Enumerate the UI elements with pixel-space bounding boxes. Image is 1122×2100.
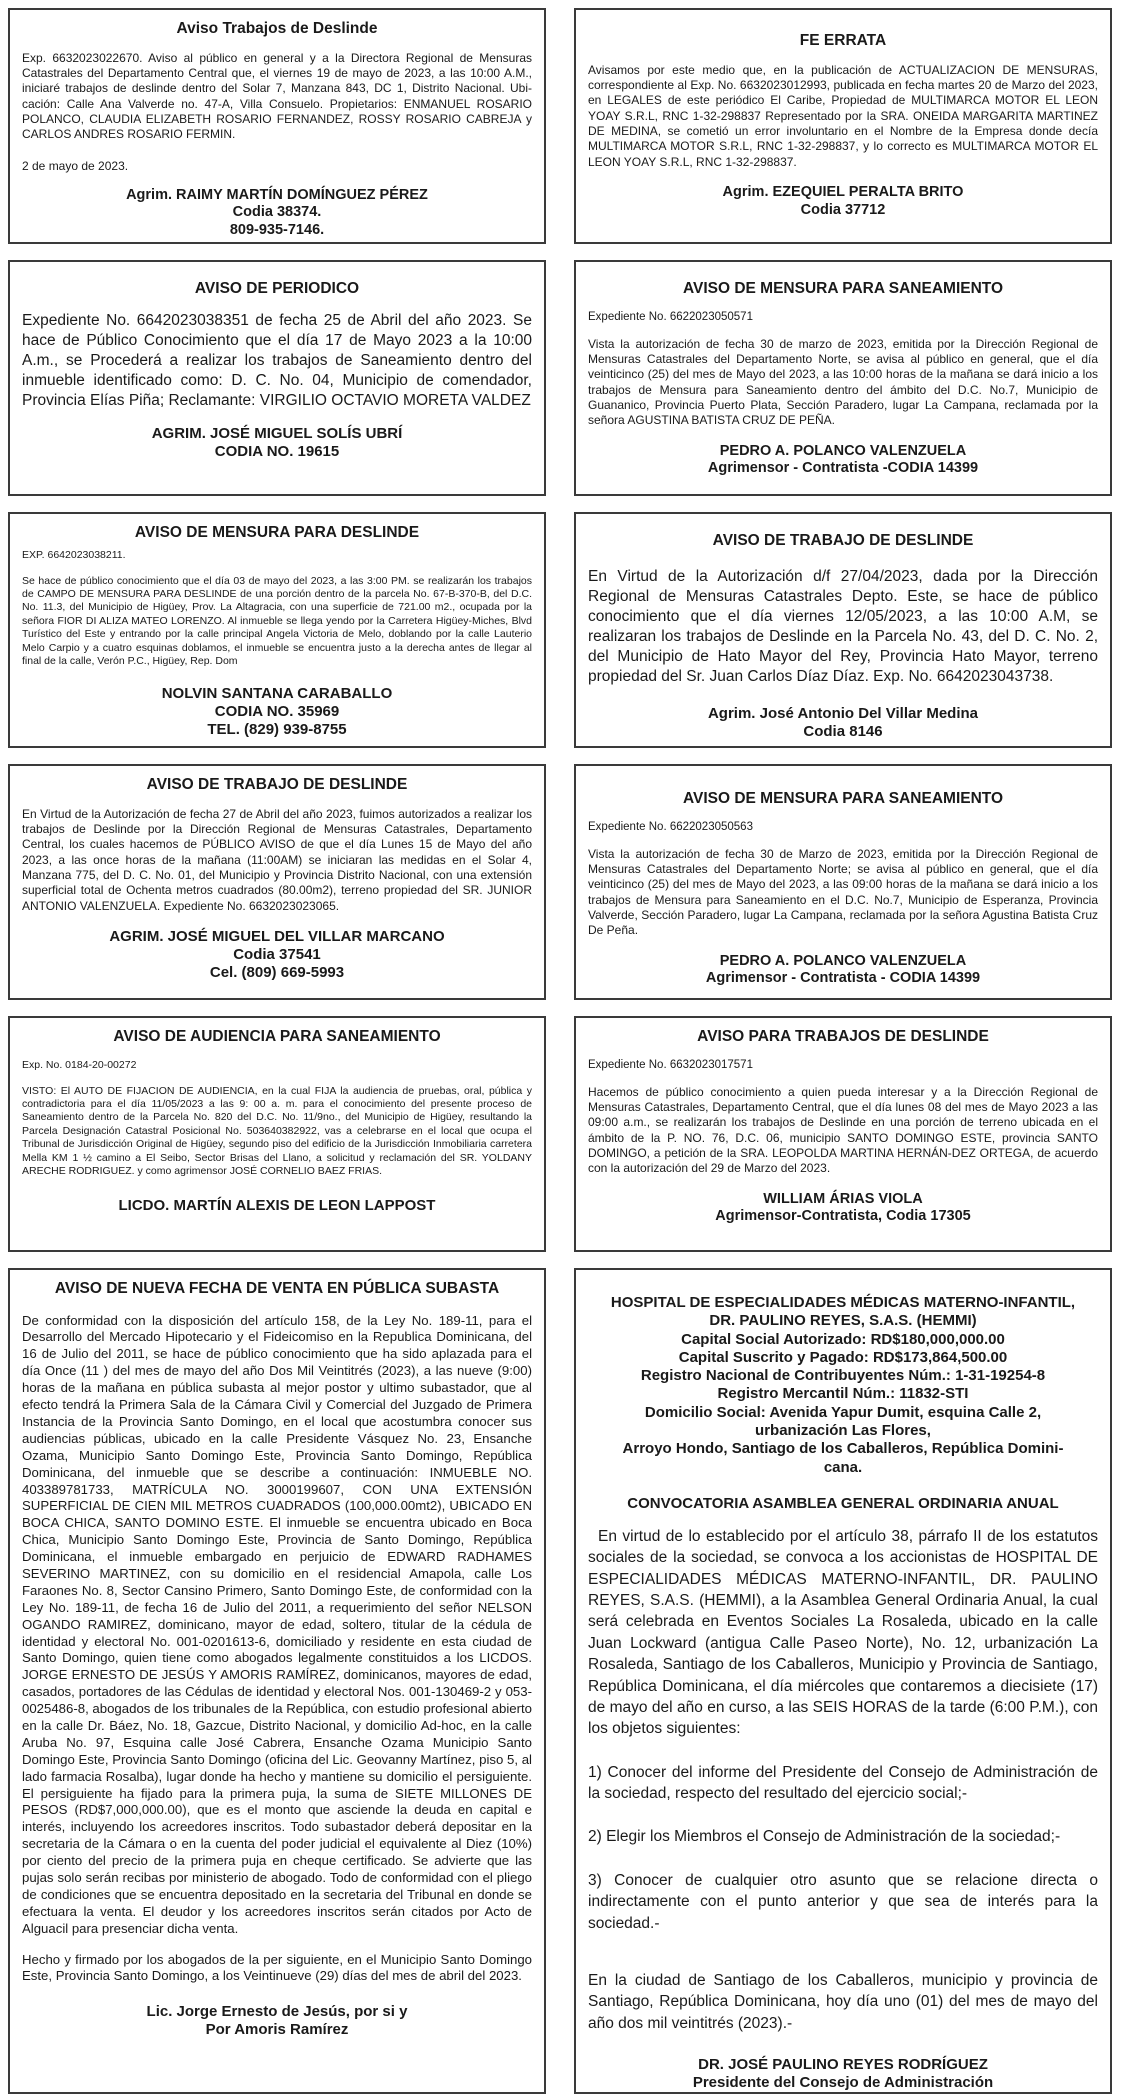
signature-name: Agrim. EZEQUIEL PERALTA BRITO: [722, 184, 964, 201]
signature-phone: Cel. (809) 669-5993: [209, 964, 345, 982]
notice-signature: [588, 953, 1098, 988]
notice-signature: [22, 425, 532, 461]
signature-name: AGRIM. JOSÉ MIGUEL SOLÍS UBRÍ: [151, 425, 403, 443]
signature-codia: CODIA NO. 19615: [214, 443, 340, 461]
registro-mercantil: Registro Mercantil Núm.: 11832-STI: [717, 1385, 969, 1403]
notice-title: AVISO PARA TRABAJOS DE DESLINDE: [697, 1028, 989, 1045]
notice-expediente: Expediente No. 6622023050571: [588, 310, 753, 323]
signature-name: Agrim. José Antonio Del Villar Medina: [707, 705, 979, 723]
notice-title: AVISO DE MENSURA PARA DESLINDE: [134, 524, 420, 541]
notice-body: Exp. 6632023022670. Aviso al público en general y a la Directora Regional de Mensuras Catastrales del Departamento Central que, el viernes 19 de mayo de 2023, a las 10:00 A.M., iniciaré trabajos de deslinde dentro del Solar 7, Manzana 843, DC 1, Distrito Nacional. Ubi-cación: Calle Ana Valverde no. 47-A, Villa Consuelo. Propietarios: ENMANUEL ROSARIO POLANCO, CLAUDIA ELIZABETH ROSARIO FERNANDEZ, ROSSY ROSARIO CABREJA y CARLOS ANDRES ROSARIO FERMIN.: [22, 50, 532, 142]
rnc: Registro Nacional de Contribuyentes Núm.: 1-31-19254-8: [640, 1367, 1046, 1385]
signature-name: Agrim. RAIMY MARTÍN DOMÍNGUEZ PÉREZ: [126, 186, 428, 203]
signature-name: DR. JOSÉ PAULINO REYES RODRÍGUEZ: [698, 2056, 988, 2074]
signature-title: Agrimensor - Contratista - CODIA 14399: [705, 970, 981, 987]
notice-signature: [22, 928, 532, 982]
signature-codia: Codia 37541: [233, 946, 321, 964]
notice-signature: [588, 184, 1098, 219]
notice-signature: [22, 1197, 532, 1215]
signature-name: PEDRO A. POLANCO VALENZUELA: [719, 442, 967, 459]
notice-mensura-saneamiento-guananico: [574, 260, 1112, 496]
notice-body: En Virtud de la Autorización d/f 27/04/2023, dada por la Dirección Regional de Mensuras Catastrales Depto. Este, se hace de público conocimiento que el día viernes 12/05/2023, a las 10:00 A.M, se realizaran los trabajos de Deslinde en la Parcela No. 43, del D. C. No. 2, del Municipio de Hato Mayor del Rey, Provincia Hato Mayor, terreno propiedad del Sr. Juan Carlos Díaz Díaz. Exp. No. 6642023043738.: [588, 567, 1098, 686]
notice-signature: [588, 705, 1098, 741]
notice-aviso-de-periodico: [8, 260, 546, 496]
notice-mensura-saneamiento-esperanza: [574, 764, 1112, 1000]
agenda-item-3: 3) Conocer de cualquier otro asunto que se relacione directa o indirectamente con el punto anterior y que sea de interés para la sociedad.-: [588, 1871, 1098, 1932]
signature-codia: Codia 8146: [803, 723, 883, 741]
notice-audiencia-saneamiento: [8, 1016, 546, 1252]
notice-title: AVISO DE NUEVA FECHA DE VENTA EN PÚBLICA SUBASTA: [54, 1280, 500, 1297]
notice-aviso-trabajos-deslinde: [8, 8, 546, 244]
signature-phone: TEL. (829) 939-8755: [207, 720, 347, 738]
capital-suscrito: Capital Suscrito y Pagado: RD$173,864,500.00: [678, 1348, 1008, 1366]
signature-codia: Codia 37712: [800, 201, 886, 218]
notice-venta-publica-subasta: [8, 1268, 546, 2094]
signature-name: NOLVIN SANTANA CARABALLO: [161, 684, 393, 702]
convocatoria-paragraph: En virtud de lo establecido por el artículo 38, párrafo II de los estatutos sociales de la sociedad, se convoca a los accionistas de HOSPITAL DE ESPECIALIDADES MÉDICAS MATERNO-INFANTIL, DR. PAULINO REYES, S.A.S. (HEMMI), a la Asamblea General Ordinaria Anual, la cual será celebrada en Eventos Sociales La Rosaleda, ubicado en la calle Juan Lockward (antigua Calle Paseo Norte), No. 12, urbanización La Rosaleda, Santiago de los Caballeros, Municipio y Provincia de Santiago, República Dominicana, el día miércoles que contaremos a diecisiete (17) de mayo del año en curso, a las SEIS HORAS de la tarde (6:00 P.M.), con los objetos siguientes:: [588, 1527, 1098, 1738]
notice-body: Hacemos de público conocimiento a quien pueda interesar y a la Dirección Regional de Mensuras Catastrales, Departamento Central, que el día lunes 08 del mes de Mayo 2023 a las 09:00 a.m., se realizarán los trabajos de Deslinde en una porción de terreno ubicada en el ámbito de la P. NO. 76, D.C. 06, municipio SANTO DOMINGO ESTE, provincia SANTO DOMINGO, a petición de la SRA. LEOPOLDA MARTINA HERNÁN-DEZ ORTEGA, de acuerdo con la autorización del 29 de Marzo del 2023.: [588, 1084, 1098, 1176]
signature-phone: 809-935-7146.: [229, 221, 325, 238]
notice-paragraph: De conformidad con la disposición del artículo 158, de la Ley No. 189-11, para el Desarrollo del Mercado Hipotecario y el Fideicomiso en la Republica Dominicana, del 16 de Julio del 2011, se hace de público conocimiento que ha sido aplazada para el día Once (11 ) del mes de mayo del año Dos Mil Veintitrés (2023), a las nueve (9:00) horas de la mañana en pública subasta al mejor postor y ultimo subastador, que al efecto tendrá la Primera Sala de la Cámara Civil y Comercial del Juzgado de Primera Instancia de la Provincia Santo Domingo, en el local que acostumbra conocer sus audiencias públicas, ubicado en la calle Presidente Vásquez No. 23, Ensanche Ozama, Municipio Santo Domingo Este, Provincia Santo Domingo, República Dominicana, del inmueble que se describe a continuación: INMUEBLE NO. 403389781733, MATRÍCULA NO. 3000199607, CON UNA EXTENSIÓN SUPERFICIAL DE CIEN MIL METROS CUADRADOS (100,000.00mt2), UBICADO EN BOCA CHICA, SANTO DOMINO ESTE. El inmueble se encuentra ubicado en Boca Chica, Municipio Santo Domingo Este, Provincia de Santo Domingo, República Dominicana, el inmueble embargado en perjuicio de EDWARD RADHAMES SEVERINO MARTINEZ, con su domicilio en el residencial Amapola, calle Los Faraones No. 8, Sector Cansino Primero, Santo Domingo Este, de conformidad con la Ley No. 189-11, de fecha 16 de Julio del 2011, a requerimiento del señor NELSON OGANDO RAMIREZ, dominicano, mayor de edad, soltero, titular de la cédula de identidad y electoral No. 001-0201613-6, domiciliado y residente en esta ciudad de Santo Domingo, quien tiene como abogados legalmente constituidos a los LICDOS. JORGE ERNESTO DE JESÚS Y AMORIS RAMÍREZ, dominicanos, mayores de edad, casados, portadores de las Cédulas de identidad y electoral Nos. 001-130469-2 y 053-0025486-8, abogados de los tribunales de la República, con estudio profesional abierto en la calle Dr. Báez, No. 18, Gazcue, Distrito Nacional, y domicilio Ad-hoc, en la calle Aruba No. 97, Esquina calle José Cabrera, Ensanche Ozama Municipio Santo Domingo Este, Provincia Santo Domingo (oficina del Lic. Geovanny Martínez, piso 5, al lado farmacia Rosalba), lugar donde ha hecho y mantiene su domicilio el persiguiente. El persiguiente ha fijado para la primera puja, la suma de SIETE MILLONES DE PESOS (RD$7,000,000.00), que es el monto que asciende la deuda en capital e interés, incluyendo los acreedores inscritos. Todo subastador deberá depositar en la secretaria de la Cámara o en la cuenta del poder judicial el equivalente al Diez (10%) por ciento del precio de la primera puja en cheque certificado. Se advierte que las pujas solo serán recibas por ministerio de abogado. Todo de conformidad con el pliego de condiciones que se encuentra depositado en la secretaria del Tribunal en donde se efectuara la venta. El deudor y los acreedores inscritos serán citados por Acto de Alguacil para presenciar dicha venta.: [22, 1312, 532, 1936]
notice-date: 2 de mayo de 2023.: [22, 158, 129, 173]
notice-body: Se hace de público conocimiento que el día 03 de mayo del 2023, a las 3:00 PM. se realizarán los trabajos de CAMPO DE MENSURA PARA DESLINDE de una porción dentro de la parcela No. 67-B-370-B, del D.C. No. 11.3, del Municipio de Higüey, Prov. La Altagracia, con una superficie de 721.00 m2., ocupada por la señora FIOR DI ALIZA MATEO LORENZO. Al inmueble se llega yendo por la Carretera Higüey-Miches, Blvd Turístico del Este y entrando por la calle principal Angela Victoria de Melo, doblando por la calle Lauterio Melo Carpio y a cuatro esquinas doblamos, el inmueble se encuentra justo a la derecha antes de llegar al final de la calle, Verón P.C., Higüey, Rep. Dom: [22, 574, 532, 668]
domicilio-line-4: cana.: [823, 1458, 863, 1476]
notice-title: AVISO DE TRABAJO DE DESLINDE: [712, 532, 974, 549]
notice-title: AVISO DE PERIODICO: [194, 280, 360, 297]
notice-trabajos-deslinde-santo-domingo-este: [574, 1016, 1112, 1252]
capital-autorizado: Capital Social Autorizado: RD$180,000,000.00: [681, 1330, 1005, 1348]
notice-title: AVISO DE TRABAJO DE DESLINDE: [146, 776, 408, 793]
notice-expediente: Exp. No. 0184-20-00272: [22, 1058, 137, 1071]
notice-expediente: Expediente No. 6632023017571: [588, 1058, 753, 1071]
notice-title: FE ERRATA: [799, 32, 887, 49]
notice-title: AVISO DE MENSURA PARA SANEAMIENTO: [682, 790, 1004, 807]
notice-signature: [22, 685, 532, 739]
agenda-item-2: 2) Elegir los Miembros el Consejo de Administración de la sociedad;-: [588, 1828, 1061, 1846]
notice-title: Aviso Trabajos de Deslinde: [176, 20, 378, 37]
signature-name-2: Por Amoris Ramírez: [205, 2021, 349, 2039]
notice-body: En Virtud de la Autorización de fecha 27 de Abril del año 2023, fuimos autorizados a realizar los trabajos de Deslinde por la Dirección Regional de Mensuras Catastrales, Departamento Central, los cuales hacemos de PÚBLICO AVISO de que el día Lunes 15 de Mayo del año 2023, a las once horas de la mañana (11:00AM) se iniciaran las medidas en el Solar 4, Manzana 775, del D. C. No. 01, del Municipio y Provincia Distrito Nacional, con una extensión superficial total de Ochenta metros cuadrados (80.00m2), terreno propiedad del SR. JUNIOR ANTONIO VALENZUELA. Expediente No. 6632023023065.: [22, 806, 532, 913]
notice-signature: [588, 2056, 1098, 2092]
company-name-line-2: DR. PAULINO REYES, S.A.S. (HEMMI): [709, 1312, 977, 1330]
company-header: [588, 1294, 1098, 1477]
notice-closing-paragraph: Hecho y firmado por los abogados de la per siguiente, en el Municipio Santo Domingo Este, Provincia Santo Domingo, a los Veintinueve (29) días del mes de abril del 2023.: [22, 1951, 532, 1984]
closing-paragraph: En la ciudad de Santiago de los Caballeros, municipio y provincia de Santiago, República Dominicana, hoy día uno (01) del mes de mayo del año dos mil veintitrés (2023).-: [588, 1971, 1098, 2032]
signature-name: WILLIAM ÁRIAS VIOLA: [763, 1190, 923, 1207]
domicilio-line-2: urbanización Las Flores,: [755, 1422, 931, 1440]
notice-expediente: Expediente No. 6622023050563: [588, 820, 753, 833]
notice-expediente: EXP. 6642023038211.: [22, 548, 126, 561]
notice-convocatoria-asamblea-hemmi: [574, 1268, 1112, 2094]
notice-signature: [588, 443, 1098, 478]
signature-title: Presidente del Consejo de Administración: [692, 2074, 994, 2092]
notice-title: AVISO DE MENSURA PARA SANEAMIENTO: [682, 280, 1004, 297]
signature-name: LICDO. MARTÍN ALEXIS DE LEON LAPPOST: [118, 1196, 436, 1214]
notice-trabajo-deslinde-hato-mayor: [574, 512, 1112, 748]
signature-name: AGRIM. JOSÉ MIGUEL DEL VILLAR MARCANO: [109, 928, 445, 946]
signature-name: Lic. Jorge Ernesto de Jesús, por si y: [146, 2003, 408, 2021]
notice-trabajo-deslinde-distrito-nacional: [8, 764, 546, 1000]
notice-body: Vista la autorización de fecha 30 de marzo de 2023, emitida por la Dirección Regional de Mensuras Catastrales del Departamento Norte, se avisa al público en general, que el día veinticinco (25) del mes de Mayo del 2023, a las 10:00 horas de la mañana se dará inicio a los trabajos de Mensura para Saneamiento dentro del ámbito del D.C. No.7, Municipio de Guananico, Provincia Puerto Plata, Sección Paradero, lugar La Campana, reclamada por la señora AGUSTINA BATISTA CRUZ DE PEÑA.: [588, 336, 1098, 428]
domicilio-line-1: Domicilio Social: Avenida Yapur Dumit, esquina Calle 2,: [644, 1403, 1042, 1421]
notice-body: Avisamos por este medio que, en la publicación de ACTUALIZACION DE MENSURAS, correspondiente al Exp. No. 6632023012993, publicada en fecha martes 20 de Marzo del 2023, en LEGALES de este periódico El Caribe, Propiedad de MULTIMARCA MOTOR EL LEON YOAY S.R.L, RNC 1-32-298837 Representado por la SRA. ONEIDA MARGARITA MARTINEZ DE MEDINA, se cometió un error involuntario en el Nombre de la Empresa donde decía MULTIMARCA MOTOR S.R.L, RNC 1-32-298837, y lo correcto es MULTIMARCA MOTOR EL LEON YOAY S.R.L, RNC 1-32-298837.: [588, 62, 1098, 169]
notice-signature: [588, 1191, 1098, 1226]
notice-title: CONVOCATORIA ASAMBLEA GENERAL ORDINARIA ANUAL: [627, 1494, 1059, 1512]
notice-signature: [22, 2003, 532, 2039]
notice-signature: [22, 187, 532, 239]
notice-title: AVISO DE AUDIENCIA PARA SANEAMIENTO: [113, 1028, 441, 1045]
notice-body: VISTO: El AUTO DE FIJACION DE AUDIENCIA, en la cual FIJA la audiencia de pruebas, oral, pública y contradictoria para el día 11/05/2023 a las 9: 00 a. m. para el conocimiento del presente proceso de Saneamiento dentro de la Parcela No. 820 del D.C. No. 11/9no., del Municipio de Higüey, resultando la Parcela Designación Catastral Posicional No. 503640382922, vas a celebrarse en el local que ocupa el Tribunal de Jurisdicción Original de Higüey, segundo piso del edificio de la Jurisdicción Inmobiliaria carretera Mella KM 1 ½ camino a El Seibo, Sector Brisas del Llano, a solicitud y reclamación del SR. YOLDANY ARECHE RODRIGUEZ. y como agrimensor JOSÉ CORNELIO BAEZ FRIAS.: [22, 1084, 532, 1178]
domicilio-line-3: Arroyo Hondo, Santiago de los Caballeros, República Domini-: [622, 1440, 1064, 1458]
signature-codia: CODIA NO. 35969: [214, 702, 340, 720]
notice-body: Vista la autorización de fecha 30 de Marzo de 2023, emitida por la Dirección Regional de Mensuras Catastrales del Departamento Norte; se avisa al público en general, que el día veinticinco (25) del mes de Mayo del 2023, a las 09:00 horas de la mañana se dará inicio a los trabajos de Mensura para Saneamiento en el D.C. No.7, Municipio de Esperanza, Provincia Valverde, Sección Paradero, lugar La Campana, reclamada por la señora Agustina Batista Cruz De Peña.: [588, 846, 1098, 938]
signature-codia: Codia 38374.: [232, 204, 322, 221]
signature-title: Agrimensor - Contratista -CODIA 14399: [707, 460, 979, 477]
notice-fe-errata: [574, 8, 1112, 244]
notice-body: Expediente No. 6642023038351 de fecha 25 de Abril del año 2023. Se hace de Público Conocimiento que el día 17 de Mayo 2023 a la 10:00 A.m., se Procederá a realizar los trabajos de Saneamiento dentro del inmueble identificado como: D. C. No. 04, Municipio de comendador, Provincia Elías Piña; Reclamante: VIRGILIO OCTAVIO MORETA VALDEZ: [22, 311, 532, 410]
notice-body: [22, 1313, 532, 1986]
signature-title: Agrimensor-Contratista, Codia 17305: [715, 1208, 971, 1225]
notice-body: [588, 1526, 1098, 2034]
agenda-item-1: 1) Conocer del informe del Presidente del Consejo de Administración de la sociedad, respecto del resultado del ejercicio social;-: [588, 1763, 1098, 1803]
signature-name: PEDRO A. POLANCO VALENZUELA: [719, 952, 967, 969]
company-name-line-1: HOSPITAL DE ESPECIALIDADES MÉDICAS MATERNO-INFANTIL,: [610, 1294, 1076, 1311]
notice-mensura-deslinde-higuey: [8, 512, 546, 748]
